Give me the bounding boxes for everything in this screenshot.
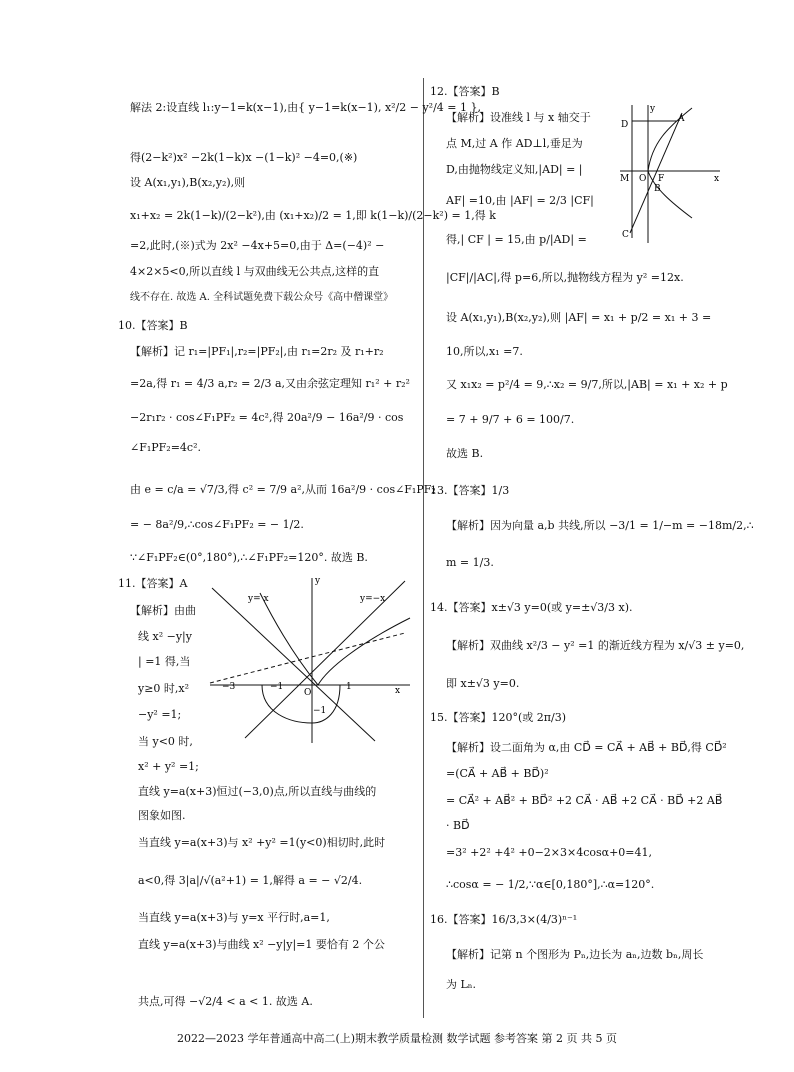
q14-answer-label: 14.【答案】x±√3 y=0(或 y=±√3/3 x). xyxy=(430,601,633,614)
label-M: M xyxy=(620,174,630,184)
label-y: y xyxy=(650,104,656,114)
q15-line: =3² +2² +4² +0−2×3×4cosα+0=41, xyxy=(446,846,653,859)
sol2-line: 4×2×5<0,所以直线 l 与双曲线无公共点,这样的直 xyxy=(130,265,380,278)
q15-answer-label: 15.【答案】120°(或 2π/3) xyxy=(430,711,567,724)
q14-line: 【解析】双曲线 x²/3 − y² =1 的渐近线方程为 x/√3 ± y=0, xyxy=(446,639,745,652)
q16-answer-label: 16.【答案】16/3,3×(4/3)ⁿ⁻¹ xyxy=(430,913,578,926)
q15-line: ∴cosα = − 1/2,∵α∈[0,180°],∴α=120°. xyxy=(446,878,655,891)
q15-line: · BD⃗ xyxy=(446,819,470,832)
q10-line: −2r₁r₂ · cos∠F₁PF₂ = 4c²,得 20a²/9 − 16a²/9 · cos xyxy=(130,411,404,424)
q10-answer-label: 10.【答案】B xyxy=(118,319,188,332)
q11-line: | =1 得,当 xyxy=(138,655,191,668)
label-y: y xyxy=(315,576,321,586)
line-through-F xyxy=(630,113,682,233)
q12-line: 【解析】设准线 l 与 x 轴交于 xyxy=(446,111,591,124)
label-y-x: y= x xyxy=(248,594,269,604)
label-C: C xyxy=(622,230,629,240)
label-F: F xyxy=(658,174,665,184)
q13-line: 【解析】因为向量 a,b 共线,所以 −3/1 = 1/−m = −18m/2,∴ xyxy=(446,519,754,532)
line-y-neg-x xyxy=(212,588,375,741)
label-1: 1 xyxy=(346,682,352,692)
sol2-line: 线不存在. 故选 A. 全科试题免费下载公众号《高中僧课堂》 xyxy=(130,292,394,303)
q12-line: D,由抛物线定义知,|AD| = | xyxy=(446,163,583,176)
q11-line: 直线 y=a(x+3)与曲线 x² −y|y|=1 要恰有 2 个公 xyxy=(138,938,385,951)
q12-line: 设 A(x₁,y₁),B(x₂,y₂),则 |AF| = x₁ + p/2 = x₁ + 3 = xyxy=(446,311,712,324)
label-origin: O xyxy=(304,688,312,698)
label-O: O xyxy=(639,174,647,184)
page-footer: 2022—2023 学年普通高中高二(上)期末教学质量检测 数学试题 参考答案 第 2 页 共 5 页 xyxy=(176,1032,618,1045)
q11-line: 线 x² −y|y xyxy=(138,630,192,643)
q15-line: = CA⃗² + AB⃗² + BD⃗² +2 CA⃗ · AB⃗ +2 CA⃗ · BD⃗ +2 AB⃗ xyxy=(446,794,723,807)
tangent-line xyxy=(210,633,405,683)
label-A: A xyxy=(678,114,685,124)
label-y-neg-x: y=−x xyxy=(360,594,386,604)
sol2-line: 得(2−k²)x² −2k(1−k)x −(1−k)² −4=0,(※) xyxy=(130,151,358,164)
q11-answer-label: 11.【答案】A xyxy=(118,577,188,590)
q11-figure xyxy=(200,573,415,745)
q10-line: 由 e = c/a = √7/3,得 c² = 7/9 a²,从而 16a²/9 · cos∠F₁PF₂ xyxy=(130,483,436,496)
label-D: D xyxy=(621,120,629,130)
q14-line: 即 x±√3 y=0. xyxy=(446,677,520,690)
q11-line: 当直线 y=a(x+3)与 y=x 平行时,a=1, xyxy=(138,911,330,924)
q11-line: x² + y² =1; xyxy=(138,760,199,773)
q11-line: 共点,可得 −√2/4 < a < 1. 故选 A. xyxy=(138,995,313,1008)
q11-line: 【解析】由曲 xyxy=(130,604,196,617)
q10-line: = − 8a²/9,∴cos∠F₁PF₂ = − 1/2. xyxy=(130,518,304,531)
q10-line: ∠F₁PF₂=4c². xyxy=(130,441,201,454)
label-x: x xyxy=(395,686,401,696)
q10-line: =2a,得 r₁ = 4/3 a,r₂ = 2/3 a,又由余弦定理知 r₁² + r₂² xyxy=(130,377,410,390)
q11-line: 当 y<0 时, xyxy=(138,735,193,748)
sol2-line: 设 A(x₁,y₁),B(x₂,y₂),则 xyxy=(130,176,246,189)
q12-line: |CF|/|AC|,得 p=6,所以,抛物线方程为 y² =12x. xyxy=(446,271,684,284)
q10-line: ∵∠F₁PF₂∈(0°,180°),∴∠F₁PF₂=120°. 故选 B. xyxy=(130,551,368,564)
q15-line: 【解析】设二面角为 α,由 CD⃗ = CA⃗ + AB⃗ + BD⃗,得 CD⃗² xyxy=(446,741,727,754)
label-neg3: −3 xyxy=(222,682,236,692)
q11-line: y≥0 时,x² xyxy=(138,682,190,695)
sol2-line: x₁+x₂ = 2k(1−k)/(2−k²),由 (x₁+x₂)/2 = 1,即 k(1−k)/(2−k²) = 1,得 k xyxy=(130,209,496,222)
sol2-line: =2,此时,(※)式为 2x² −4x+5=0,由于 Δ=(−4)² − xyxy=(130,239,385,252)
q11-line: a<0,得 3|a|/√(a²+1) = 1,解得 a = − √2/4. xyxy=(138,874,363,887)
sol2-line: 解法 2:设直线 l₁:y−1=k(x−1),由{ y−1=k(x−1), x²/2 − y²/4 = 1 }, xyxy=(130,101,482,114)
q15-line: =(CA⃗ + AB⃗ + BD⃗)² xyxy=(446,767,549,780)
q11-line: −y² =1; xyxy=(138,708,182,721)
label-x: x xyxy=(714,174,720,184)
q11-line: 直线 y=a(x+3)恒过(−3,0)点,所以直线与曲线的 xyxy=(138,785,377,798)
label-neg1-y: −1 xyxy=(313,706,327,716)
label-B: B xyxy=(654,184,661,194)
q12-line: 得,| CF | = 15,由 p/|AD| = xyxy=(446,233,587,246)
q16-line: 【解析】记第 n 个图形为 Pₙ,边长为 aₙ,边数 bₙ,周长 xyxy=(446,948,704,961)
hyperbola-upper xyxy=(260,593,410,685)
q12-line: 又 x₁x₂ = p²/4 = 9,∴x₂ = 9/7,所以,|AB| = x₁ + x₂ + p xyxy=(446,378,728,391)
q10-line: 【解析】记 r₁=|PF₁|,r₂=|PF₂|,由 r₁=2r₂ 及 r₁+r₂ xyxy=(130,345,384,358)
q12-line: AF| =10,由 |AF| = 2/3 |CF| xyxy=(446,194,594,207)
q11-line: 图象如图. xyxy=(138,809,186,822)
q12-line: 10,所以,x₁ =7. xyxy=(446,345,523,358)
q16-line: 为 Lₙ. xyxy=(446,978,477,991)
q12-figure xyxy=(612,103,724,245)
q12-answer-label: 12.【答案】B xyxy=(430,85,500,98)
label-neg1-x: −1 xyxy=(270,682,284,692)
parabola-lower xyxy=(648,171,692,218)
q13-answer-label: 13.【答案】1/3 xyxy=(430,484,510,497)
q13-line: m = 1/3. xyxy=(446,556,494,569)
q12-line: 点 M,过 A 作 AD⊥l,垂足为 xyxy=(446,137,583,150)
q11-line: 当直线 y=a(x+3)与 x² +y² =1(y<0)相切时,此时 xyxy=(138,836,386,849)
q12-line: 故选 B. xyxy=(446,447,484,460)
q12-line: = 7 + 9/7 + 6 = 100/7. xyxy=(446,413,575,426)
